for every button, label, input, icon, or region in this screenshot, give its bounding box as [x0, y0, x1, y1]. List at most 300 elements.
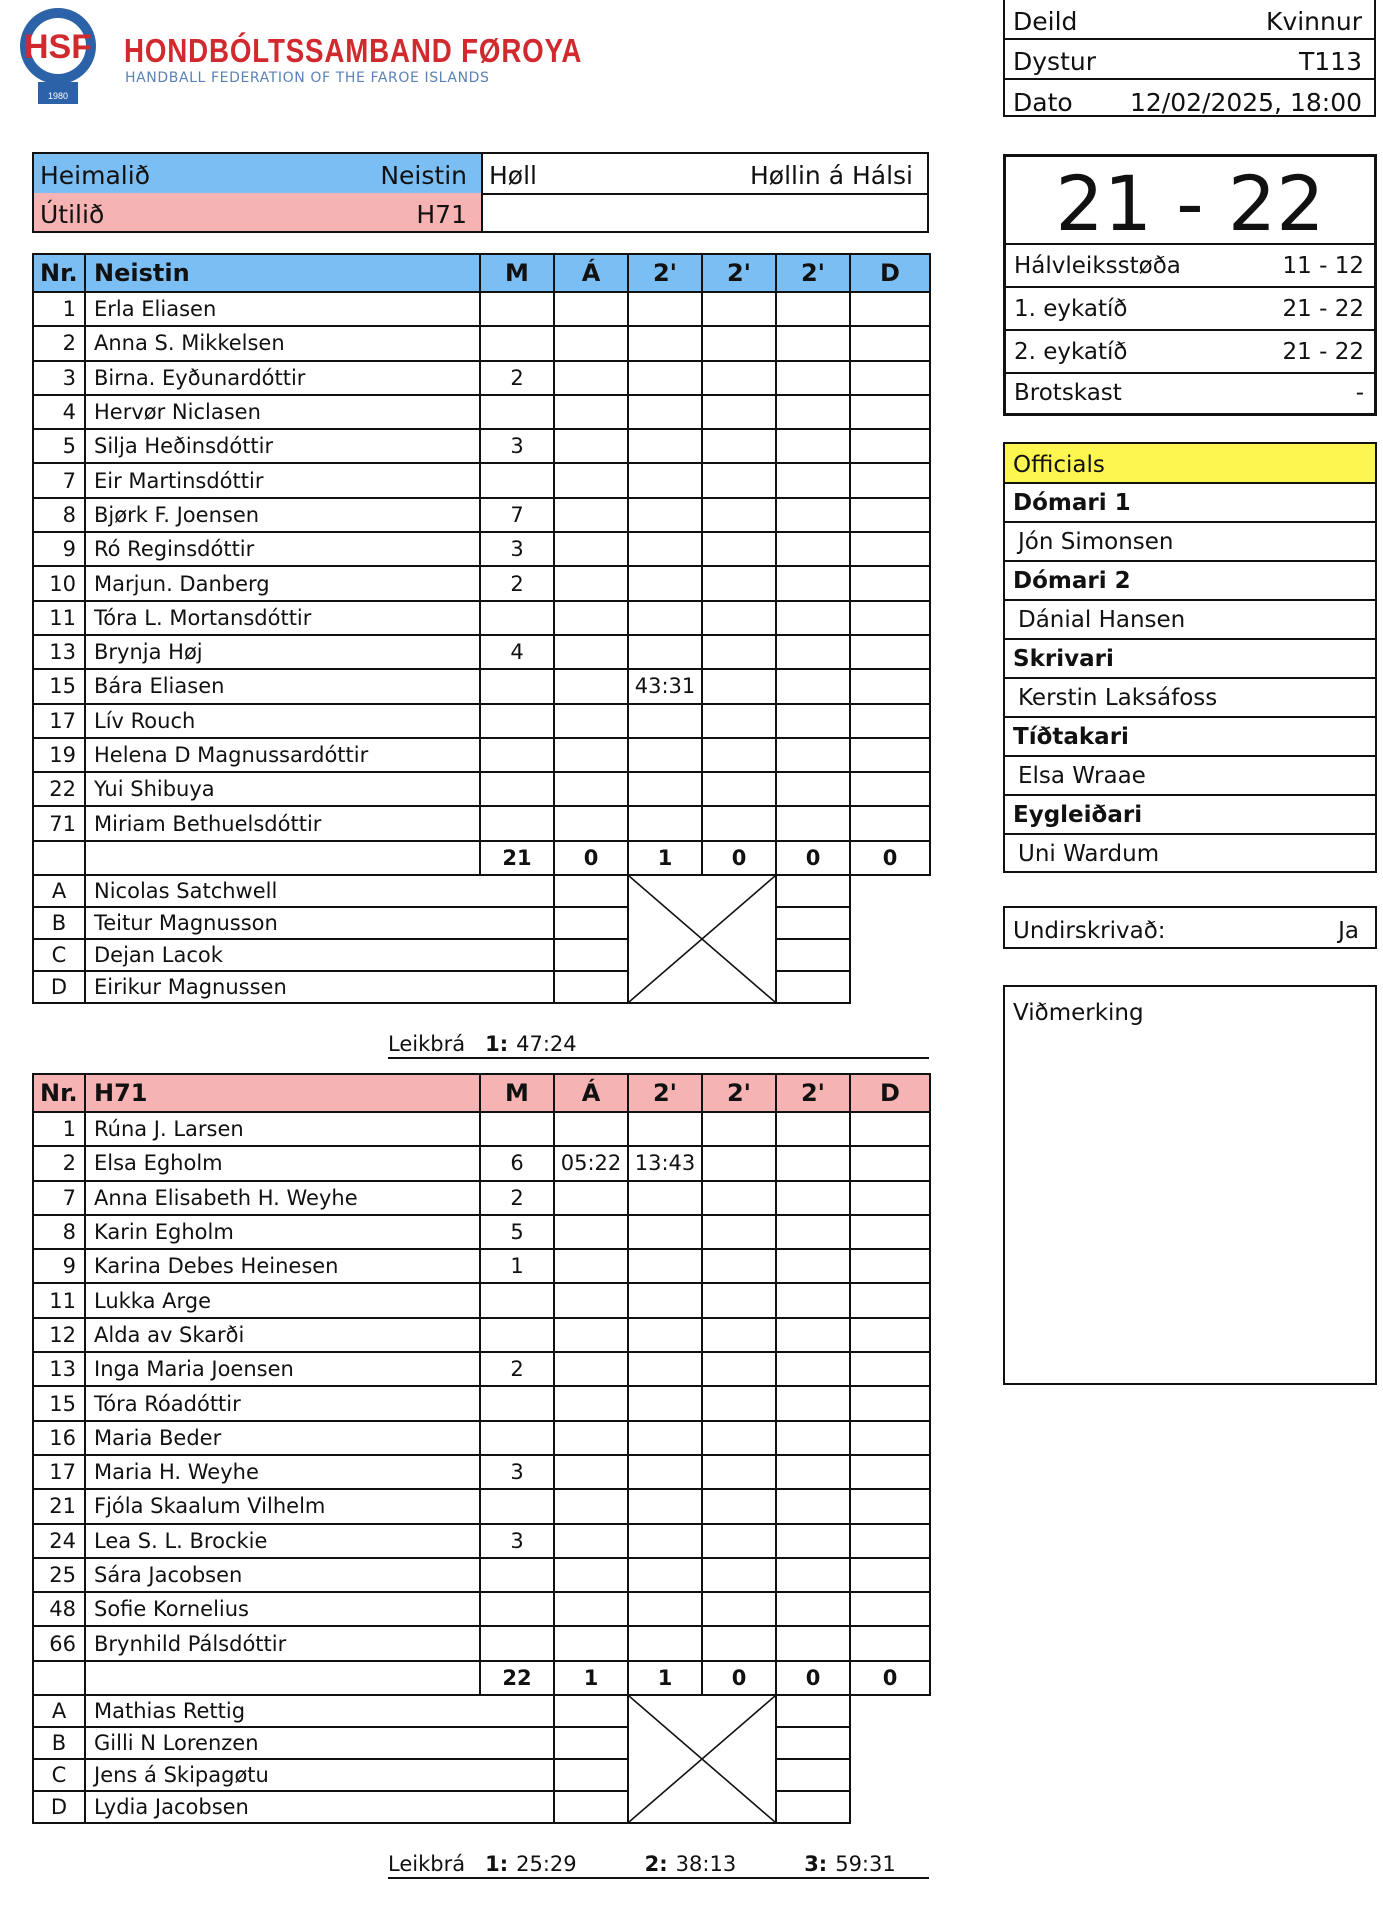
table-row — [33, 1249, 930, 1283]
total-value: 21 — [480, 841, 554, 875]
teams-header — [32, 152, 929, 233]
final-score: 21 - 22 — [1006, 157, 1374, 245]
player-stat — [850, 566, 930, 600]
table-row — [33, 1215, 930, 1249]
player-stat — [850, 463, 930, 497]
table-row — [33, 601, 930, 635]
home-label: Heimalið — [40, 161, 150, 190]
player-stat — [480, 738, 554, 772]
col-header: Á — [554, 1074, 628, 1112]
logo-year: 1980 — [47, 91, 69, 101]
official-role-row — [1005, 560, 1375, 601]
away-team-name: H71 — [416, 200, 467, 229]
player-stat: 2 — [480, 1181, 554, 1215]
player-stat — [554, 566, 628, 600]
totals-row — [33, 841, 930, 875]
player-stat — [554, 326, 628, 360]
official-cell — [776, 939, 850, 971]
player-stat — [480, 292, 554, 326]
player-stat — [702, 1592, 776, 1626]
player-number: 8 — [33, 1215, 85, 1249]
player-number: 48 — [33, 1592, 85, 1626]
crossed-out-cell — [628, 1695, 776, 1823]
player-number: 2 — [33, 1146, 85, 1180]
official-cell — [776, 1759, 850, 1791]
player-stat — [702, 292, 776, 326]
total-value: 0 — [850, 1661, 930, 1695]
player-stat: 5 — [480, 1215, 554, 1249]
player-stat — [554, 806, 628, 840]
federation-subtitle: HANDBALL FEDERATION OF THE FAROE ISLANDS — [125, 70, 490, 86]
player-stat — [628, 566, 702, 600]
player-stat — [850, 738, 930, 772]
score-row-value: - — [1355, 380, 1364, 406]
player-number: 7 — [33, 463, 85, 497]
table-row — [33, 1455, 930, 1489]
official-cell — [554, 1695, 628, 1727]
official-cell — [554, 1759, 628, 1791]
player-stat: 13:43 — [628, 1146, 702, 1180]
player-stat — [702, 361, 776, 395]
player-stat — [480, 1592, 554, 1626]
score-row-extra1 — [1006, 286, 1374, 331]
official-code: A — [33, 1695, 85, 1727]
table-row — [33, 1524, 930, 1558]
player-name: Ró Reginsdóttir — [85, 532, 480, 566]
player-stat — [554, 1283, 628, 1317]
player-stat — [554, 1181, 628, 1215]
player-name: Rúna J. Larsen — [85, 1112, 480, 1146]
player-stat — [554, 532, 628, 566]
table-row — [33, 361, 930, 395]
player-stat — [776, 1112, 850, 1146]
suspension-key: 1: — [485, 1032, 509, 1056]
player-name: Sofie Kornelius — [85, 1592, 480, 1626]
player-stat — [776, 1421, 850, 1455]
col-header-team: Neistin — [85, 254, 480, 292]
suspension-key: 1: — [485, 1852, 509, 1876]
hsf-emblem-icon — [14, 2, 104, 106]
player-stat — [628, 1592, 702, 1626]
player-stat — [702, 1386, 776, 1420]
suspension-label: Leikbrá — [388, 1852, 466, 1876]
team-official-row — [33, 1727, 930, 1759]
cross-out-icon — [629, 876, 775, 1002]
official-cell — [776, 875, 850, 907]
away-team-row — [34, 193, 481, 231]
home-suspension-line — [388, 1032, 577, 1056]
player-stat — [850, 1592, 930, 1626]
table-row — [33, 1352, 930, 1386]
player-stat — [702, 326, 776, 360]
team-official-row — [33, 875, 930, 907]
player-stat — [554, 1626, 628, 1660]
player-stat — [628, 1249, 702, 1283]
official-role: Eygleiðari — [1013, 802, 1143, 828]
player-stat — [702, 1112, 776, 1146]
official-code: D — [33, 971, 85, 1003]
official-cell — [776, 907, 850, 939]
player-number: 16 — [33, 1421, 85, 1455]
venue-name: Høllin á Hálsi — [749, 161, 913, 190]
player-stat — [702, 635, 776, 669]
player-stat: 3 — [480, 429, 554, 463]
player-stat — [480, 669, 554, 703]
suspension-key: 3: — [804, 1852, 828, 1876]
official-name: Jón Simonsen — [1018, 529, 1174, 555]
player-stat — [628, 704, 702, 738]
crossed-out-cell — [628, 875, 776, 1003]
player-stat — [702, 532, 776, 566]
player-name: Lea S. L. Brockie — [85, 1524, 480, 1558]
venue-label: Høll — [489, 161, 537, 190]
player-stat — [850, 772, 930, 806]
player-stat — [850, 1146, 930, 1180]
official-role-row — [1005, 482, 1375, 523]
player-stat — [554, 498, 628, 532]
table-row — [33, 532, 930, 566]
score-row-extra2 — [1006, 329, 1374, 374]
player-number: 13 — [33, 1352, 85, 1386]
player-stat — [850, 1215, 930, 1249]
player-stat — [554, 395, 628, 429]
col-header: 2' — [702, 1074, 776, 1112]
player-stat — [776, 738, 850, 772]
player-stat — [850, 1626, 930, 1660]
total-value: 0 — [850, 841, 930, 875]
table-row — [33, 463, 930, 497]
player-stat: 2 — [480, 566, 554, 600]
official-cell — [776, 1695, 850, 1727]
home-roster — [32, 253, 931, 1004]
player-number: 71 — [33, 806, 85, 840]
table-header-row — [33, 254, 930, 292]
total-value: 1 — [554, 1661, 628, 1695]
player-number: 8 — [33, 498, 85, 532]
suspension-time: 59:31 — [835, 1852, 896, 1876]
player-stat — [850, 1524, 930, 1558]
player-stat — [776, 1318, 850, 1352]
suspension-time: 38:13 — [675, 1852, 737, 1876]
player-stat — [776, 532, 850, 566]
player-number: 4 — [33, 395, 85, 429]
player-name: Inga Maria Joensen — [85, 1352, 480, 1386]
player-name: Fjóla Skaalum Vilhelm — [85, 1489, 480, 1523]
table-row — [33, 772, 930, 806]
player-name: Hervør Niclasen — [85, 395, 480, 429]
player-number: 1 — [33, 1112, 85, 1146]
player-stat — [554, 601, 628, 635]
player-name: Anna S. Mikkelsen — [85, 326, 480, 360]
away-roster — [32, 1073, 931, 1824]
official-code: A — [33, 875, 85, 907]
player-stat — [628, 1386, 702, 1420]
player-stat — [850, 635, 930, 669]
home-player-table — [32, 253, 929, 1004]
table-row — [33, 1386, 930, 1420]
table-row — [33, 429, 930, 463]
col-header: 2' — [776, 1074, 850, 1112]
official-role-row — [1005, 794, 1375, 835]
player-stat — [850, 1249, 930, 1283]
table-row — [33, 669, 930, 703]
col-header: 2' — [628, 254, 702, 292]
player-stat — [702, 1283, 776, 1317]
player-stat — [850, 361, 930, 395]
player-stat — [702, 395, 776, 429]
table-row — [33, 1489, 930, 1523]
player-stat — [850, 395, 930, 429]
col-header: D — [850, 1074, 930, 1112]
player-stat — [850, 1386, 930, 1420]
player-stat — [776, 1626, 850, 1660]
player-number: 9 — [33, 1249, 85, 1283]
col-header: D — [850, 254, 930, 292]
player-stat — [480, 326, 554, 360]
official-name-row — [1005, 521, 1375, 562]
player-name: Marjun. Danberg — [85, 566, 480, 600]
player-stat — [702, 1181, 776, 1215]
official-name: Mathias Rettig — [85, 1695, 554, 1727]
player-name: Sára Jacobsen — [85, 1558, 480, 1592]
score-row-shootout — [1006, 372, 1374, 413]
player-stat — [776, 1592, 850, 1626]
player-stat: 7 — [480, 498, 554, 532]
table-row — [33, 1558, 930, 1592]
col-header: 2' — [628, 1074, 702, 1112]
suspension-key: 2: — [644, 1852, 668, 1876]
player-stat — [480, 806, 554, 840]
player-stat — [850, 1352, 930, 1386]
player-name: Eir Martinsdóttir — [85, 463, 480, 497]
player-stat — [776, 1283, 850, 1317]
player-stat — [702, 498, 776, 532]
player-stat — [628, 395, 702, 429]
team-official-row — [33, 971, 930, 1003]
player-stat — [702, 429, 776, 463]
player-stat — [702, 772, 776, 806]
player-stat — [776, 1558, 850, 1592]
official-role: Skrivari — [1013, 646, 1114, 672]
info-value: T113 — [1299, 47, 1362, 76]
signed-value: Ja — [1338, 918, 1359, 944]
player-stat — [554, 1112, 628, 1146]
table-row — [33, 1626, 930, 1660]
player-stat — [480, 1489, 554, 1523]
away-label: Útilið — [40, 200, 105, 229]
official-role: Dómari 2 — [1013, 568, 1131, 594]
col-header: M — [480, 254, 554, 292]
player-number: 1 — [33, 292, 85, 326]
player-stat — [554, 1524, 628, 1558]
info-value: Kvinnur — [1266, 7, 1362, 36]
player-number: 11 — [33, 601, 85, 635]
player-stat: 1 — [480, 1249, 554, 1283]
official-code: C — [33, 1759, 85, 1791]
player-stat — [850, 326, 930, 360]
official-name: Nicolas Satchwell — [85, 875, 554, 907]
remarks-label: Viðmerking — [1013, 1000, 1144, 1026]
player-stat — [628, 601, 702, 635]
official-cell — [554, 1791, 628, 1823]
totals-empty — [85, 1661, 480, 1695]
player-stat — [554, 1386, 628, 1420]
player-stat — [702, 738, 776, 772]
player-stat — [776, 635, 850, 669]
player-stat — [480, 1421, 554, 1455]
home-team-row — [34, 154, 481, 195]
player-stat — [702, 1249, 776, 1283]
col-header-nr: Nr. — [33, 254, 85, 292]
player-stat — [702, 669, 776, 703]
team-official-row — [33, 939, 930, 971]
player-name: Yui Shibuya — [85, 772, 480, 806]
player-stat — [628, 1283, 702, 1317]
player-stat — [702, 1558, 776, 1592]
player-stat: 3 — [480, 1455, 554, 1489]
player-name: Karin Egholm — [85, 1215, 480, 1249]
table-row — [33, 498, 930, 532]
player-number: 7 — [33, 1181, 85, 1215]
player-stat — [554, 1352, 628, 1386]
player-stat: 6 — [480, 1146, 554, 1180]
player-stat: 2 — [480, 361, 554, 395]
official-name-row — [1005, 833, 1375, 872]
col-header: Á — [554, 254, 628, 292]
player-number: 13 — [33, 635, 85, 669]
info-row-date — [1005, 78, 1374, 117]
official-cell — [554, 1727, 628, 1759]
player-stat — [480, 704, 554, 738]
score-row-value: 21 - 22 — [1282, 296, 1364, 322]
player-stat — [628, 1558, 702, 1592]
player-stat — [628, 738, 702, 772]
table-row — [33, 326, 930, 360]
player-stat — [702, 1489, 776, 1523]
player-name: Erla Eliasen — [85, 292, 480, 326]
player-stat — [480, 1283, 554, 1317]
player-name: Alda av Skarði — [85, 1318, 480, 1352]
player-number: 10 — [33, 566, 85, 600]
player-stat — [776, 566, 850, 600]
player-name: Maria H. Weyhe — [85, 1455, 480, 1489]
player-stat — [776, 429, 850, 463]
table-row — [33, 635, 930, 669]
table-row — [33, 704, 930, 738]
player-stat — [776, 361, 850, 395]
player-number: 17 — [33, 1455, 85, 1489]
player-stat — [850, 532, 930, 566]
signed-label: Undirskrivað: — [1013, 918, 1166, 944]
official-name: Uni Wardum — [1018, 841, 1160, 867]
team-official-row — [33, 1759, 930, 1791]
official-cell — [776, 1791, 850, 1823]
player-stat — [628, 1626, 702, 1660]
official-name: Gilli N Lorenzen — [85, 1727, 554, 1759]
player-stat: 3 — [480, 1524, 554, 1558]
official-cell — [776, 1727, 850, 1759]
player-name: Anna Elisabeth H. Weyhe — [85, 1181, 480, 1215]
venue-empty-cell — [481, 193, 927, 231]
player-name: Brynja Høj — [85, 635, 480, 669]
player-stat — [850, 1421, 930, 1455]
player-stat — [554, 292, 628, 326]
player-stat — [628, 292, 702, 326]
player-stat — [850, 601, 930, 635]
official-role: Dómari 1 — [1013, 490, 1131, 516]
player-stat — [776, 498, 850, 532]
player-stat — [776, 326, 850, 360]
player-stat — [850, 1283, 930, 1317]
player-stat: 2 — [480, 1352, 554, 1386]
home-team-name: Neistin — [380, 161, 467, 190]
player-stat — [702, 1421, 776, 1455]
player-number: 66 — [33, 1626, 85, 1660]
player-stat — [554, 1592, 628, 1626]
official-name: Dánial Hansen — [1018, 607, 1186, 633]
player-stat — [554, 429, 628, 463]
player-stat — [554, 1318, 628, 1352]
official-cell — [554, 939, 628, 971]
col-header: 2' — [776, 254, 850, 292]
player-stat — [554, 1421, 628, 1455]
player-stat — [480, 395, 554, 429]
totals-empty — [33, 1661, 85, 1695]
remarks-box — [1003, 985, 1377, 1385]
player-stat — [702, 566, 776, 600]
player-stat — [628, 429, 702, 463]
player-stat — [850, 1455, 930, 1489]
player-stat — [850, 806, 930, 840]
total-value: 1 — [628, 841, 702, 875]
team-official-row — [33, 907, 930, 939]
official-code: B — [33, 1727, 85, 1759]
player-name: Bára Eliasen — [85, 669, 480, 703]
player-number: 3 — [33, 361, 85, 395]
player-stat — [480, 601, 554, 635]
table-row — [33, 1112, 930, 1146]
player-stat — [480, 772, 554, 806]
player-number: 11 — [33, 1283, 85, 1317]
col-header-nr: Nr. — [33, 1074, 85, 1112]
official-code: D — [33, 1791, 85, 1823]
table-row — [33, 1283, 930, 1317]
player-stat — [480, 1558, 554, 1592]
official-name: Elsa Wraae — [1018, 763, 1146, 789]
federation-logo — [14, 2, 583, 106]
player-stat — [776, 1489, 850, 1523]
player-stat — [702, 1455, 776, 1489]
player-stat — [554, 1489, 628, 1523]
official-cell — [554, 971, 628, 1003]
player-stat — [850, 1558, 930, 1592]
away-suspension-line — [388, 1852, 896, 1876]
score-row-label: Brotskast — [1014, 380, 1122, 406]
player-stat — [554, 669, 628, 703]
player-stat — [850, 429, 930, 463]
col-header: 2' — [702, 254, 776, 292]
score-row-label: 1. eykatíð — [1014, 296, 1128, 322]
player-stat — [702, 463, 776, 497]
player-name: Karina Debes Heinesen — [85, 1249, 480, 1283]
player-stat — [628, 532, 702, 566]
player-stat: 05:22 — [554, 1146, 628, 1180]
player-stat: 4 — [480, 635, 554, 669]
total-value: 0 — [702, 841, 776, 875]
player-stat — [554, 635, 628, 669]
player-stat — [776, 463, 850, 497]
table-row — [33, 738, 930, 772]
